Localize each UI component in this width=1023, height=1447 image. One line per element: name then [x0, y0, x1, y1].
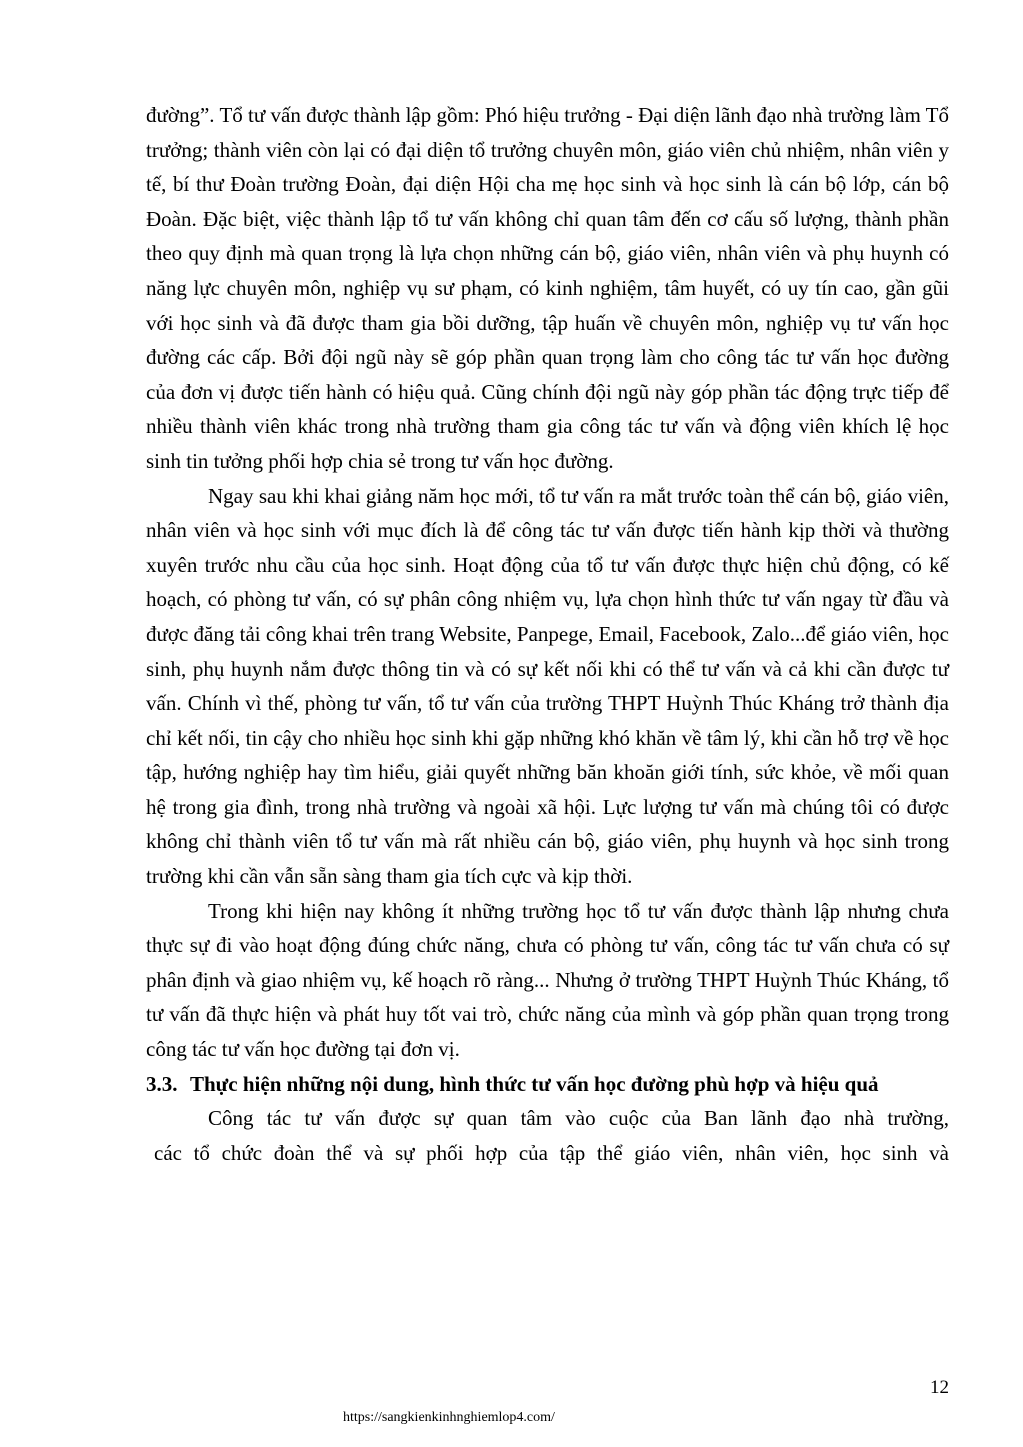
- document-body: [146, 98, 949, 1170]
- section-heading: [146, 1067, 949, 1102]
- section-title: Thực hiện những nội dung, hình thức tư vấn học đường phù hợp và hiệu quả: [190, 1071, 879, 1096]
- paragraph-advisory-team-launch: Ngay sau khi khai giảng năm học mới, tổ tư vấn ra mắt trước toàn thể cán bộ, giáo viên, nhân viên và học sinh với mục đích là để công tác tư vấn được tiến hành kịp thời và thường xuyên trước nhu cầu của học sinh. Hoạt động của tổ tư vấn được thực hiện chủ động, có kế hoạch, có phòng tư vấn, có sự phân công nhiệm vụ, lựa chọn hình thức tư vấn ngay từ đầu và được đăng tải công khai trên trang Website, Panpege, Email, Facebook, Zalo...để giáo viên, học sinh, phụ huynh nắm được thông tin và có sự kết nối khi có thể tư vấn và cả khi cần được tư vấn. Chính vì thế, phòng tư vấn, tổ tư vấn của trường THPT Huỳnh Thúc Kháng trở thành địa chỉ kết nối, tin cậy cho nhiều học sinh khi gặp những khó khăn về tâm lý, khi cần hỗ trợ về học tập, hướng nghiệp hay tìm hiểu, giải quyết những băn khoăn giới tính, sức khỏe, về mối quan hệ trong gia đình, trong nhà trường và ngoài xã hội. Lực lượng tư vấn mà chúng tôi có được không chỉ thành viên tổ tư vấn mà rất nhiều cán bộ, giáo viên, phụ huynh và học sinh trong trường khi cần vẫn sẵn sàng tham gia tích cực và kịp thời.: [146, 483, 950, 889]
- paragraph-advisory-team-composition: đường”. Tổ tư vấn được thành lập gồm: Phó hiệu trưởng - Đại diện lãnh đạo nhà trường làm Tổ trưởng; thành viên còn lại có đại diện tổ trưởng chuyên môn, giáo viên chủ nhiệm, nhân viên y tế, bí thư Đoàn trường Đoàn, đại diện Hội cha mẹ học sinh và học sinh là cán bộ lớp, cán bộ Đoàn. Đặc biệt, việc thành lập tổ tư vấn không chỉ quan tâm đến cơ cấu số lượng, thành phần theo quy định mà quan trọng là lựa chọn những cán bộ, giáo viên, nhân viên và phụ huynh có năng lực chuyên môn, nghiệp vụ sư phạm, có kinh nghiệm, tâm huyết, có uy tín cao, gần gũi với học sinh và đã được tham gia bồi dưỡng, tập huấn về chuyên môn, nghiệp vụ tư vấn học đường các cấp. Bởi đội ngũ này sẽ góp phần quan trọng làm cho công tác tư vấn học đường của đơn vị được tiến hành có hiệu quả. Cũng chính đội ngũ này góp phần tác động trực tiếp để nhiều thành viên khác trong nhà trường tham gia công tác tư vấn và động viên khích lệ học sinh tin tưởng phối hợp chia sẻ trong tư vấn học đường.: [146, 103, 949, 473]
- paragraph-counseling-work: [146, 1101, 949, 1170]
- section-number: 3.3.: [146, 1071, 178, 1096]
- paragraph-line: các tổ chức đoàn thể và sự phối hợp của tập thể giáo viên, nhân viên, học sinh và: [154, 1140, 949, 1165]
- paragraph-line: Công tác tư vấn được sự quan tâm vào cuộc của Ban lãnh đạo nhà trường,: [208, 1106, 949, 1131]
- footer-url: https://sangkienkinhnghiemlop4.com/: [343, 1410, 555, 1425]
- paragraph-advisory-team-role: Trong khi hiện nay không ít những trường học tổ tư vấn được thành lập nhưng chưa thực sự đi vào hoạt động đúng chức năng, chưa có phòng tư vấn, công tác tư vấn chưa có sự phân định và giao nhiệm vụ, kế hoạch rõ ràng... Nhưng ở trường THPT Huỳnh Thúc Kháng, tổ tư vấn đã thực hiện và phát huy tốt vai trò, chức năng của mình và góp phần quan trọng trong công tác tư vấn học đường tại đơn vị.: [146, 898, 949, 1062]
- page-number: 12: [930, 1377, 949, 1398]
